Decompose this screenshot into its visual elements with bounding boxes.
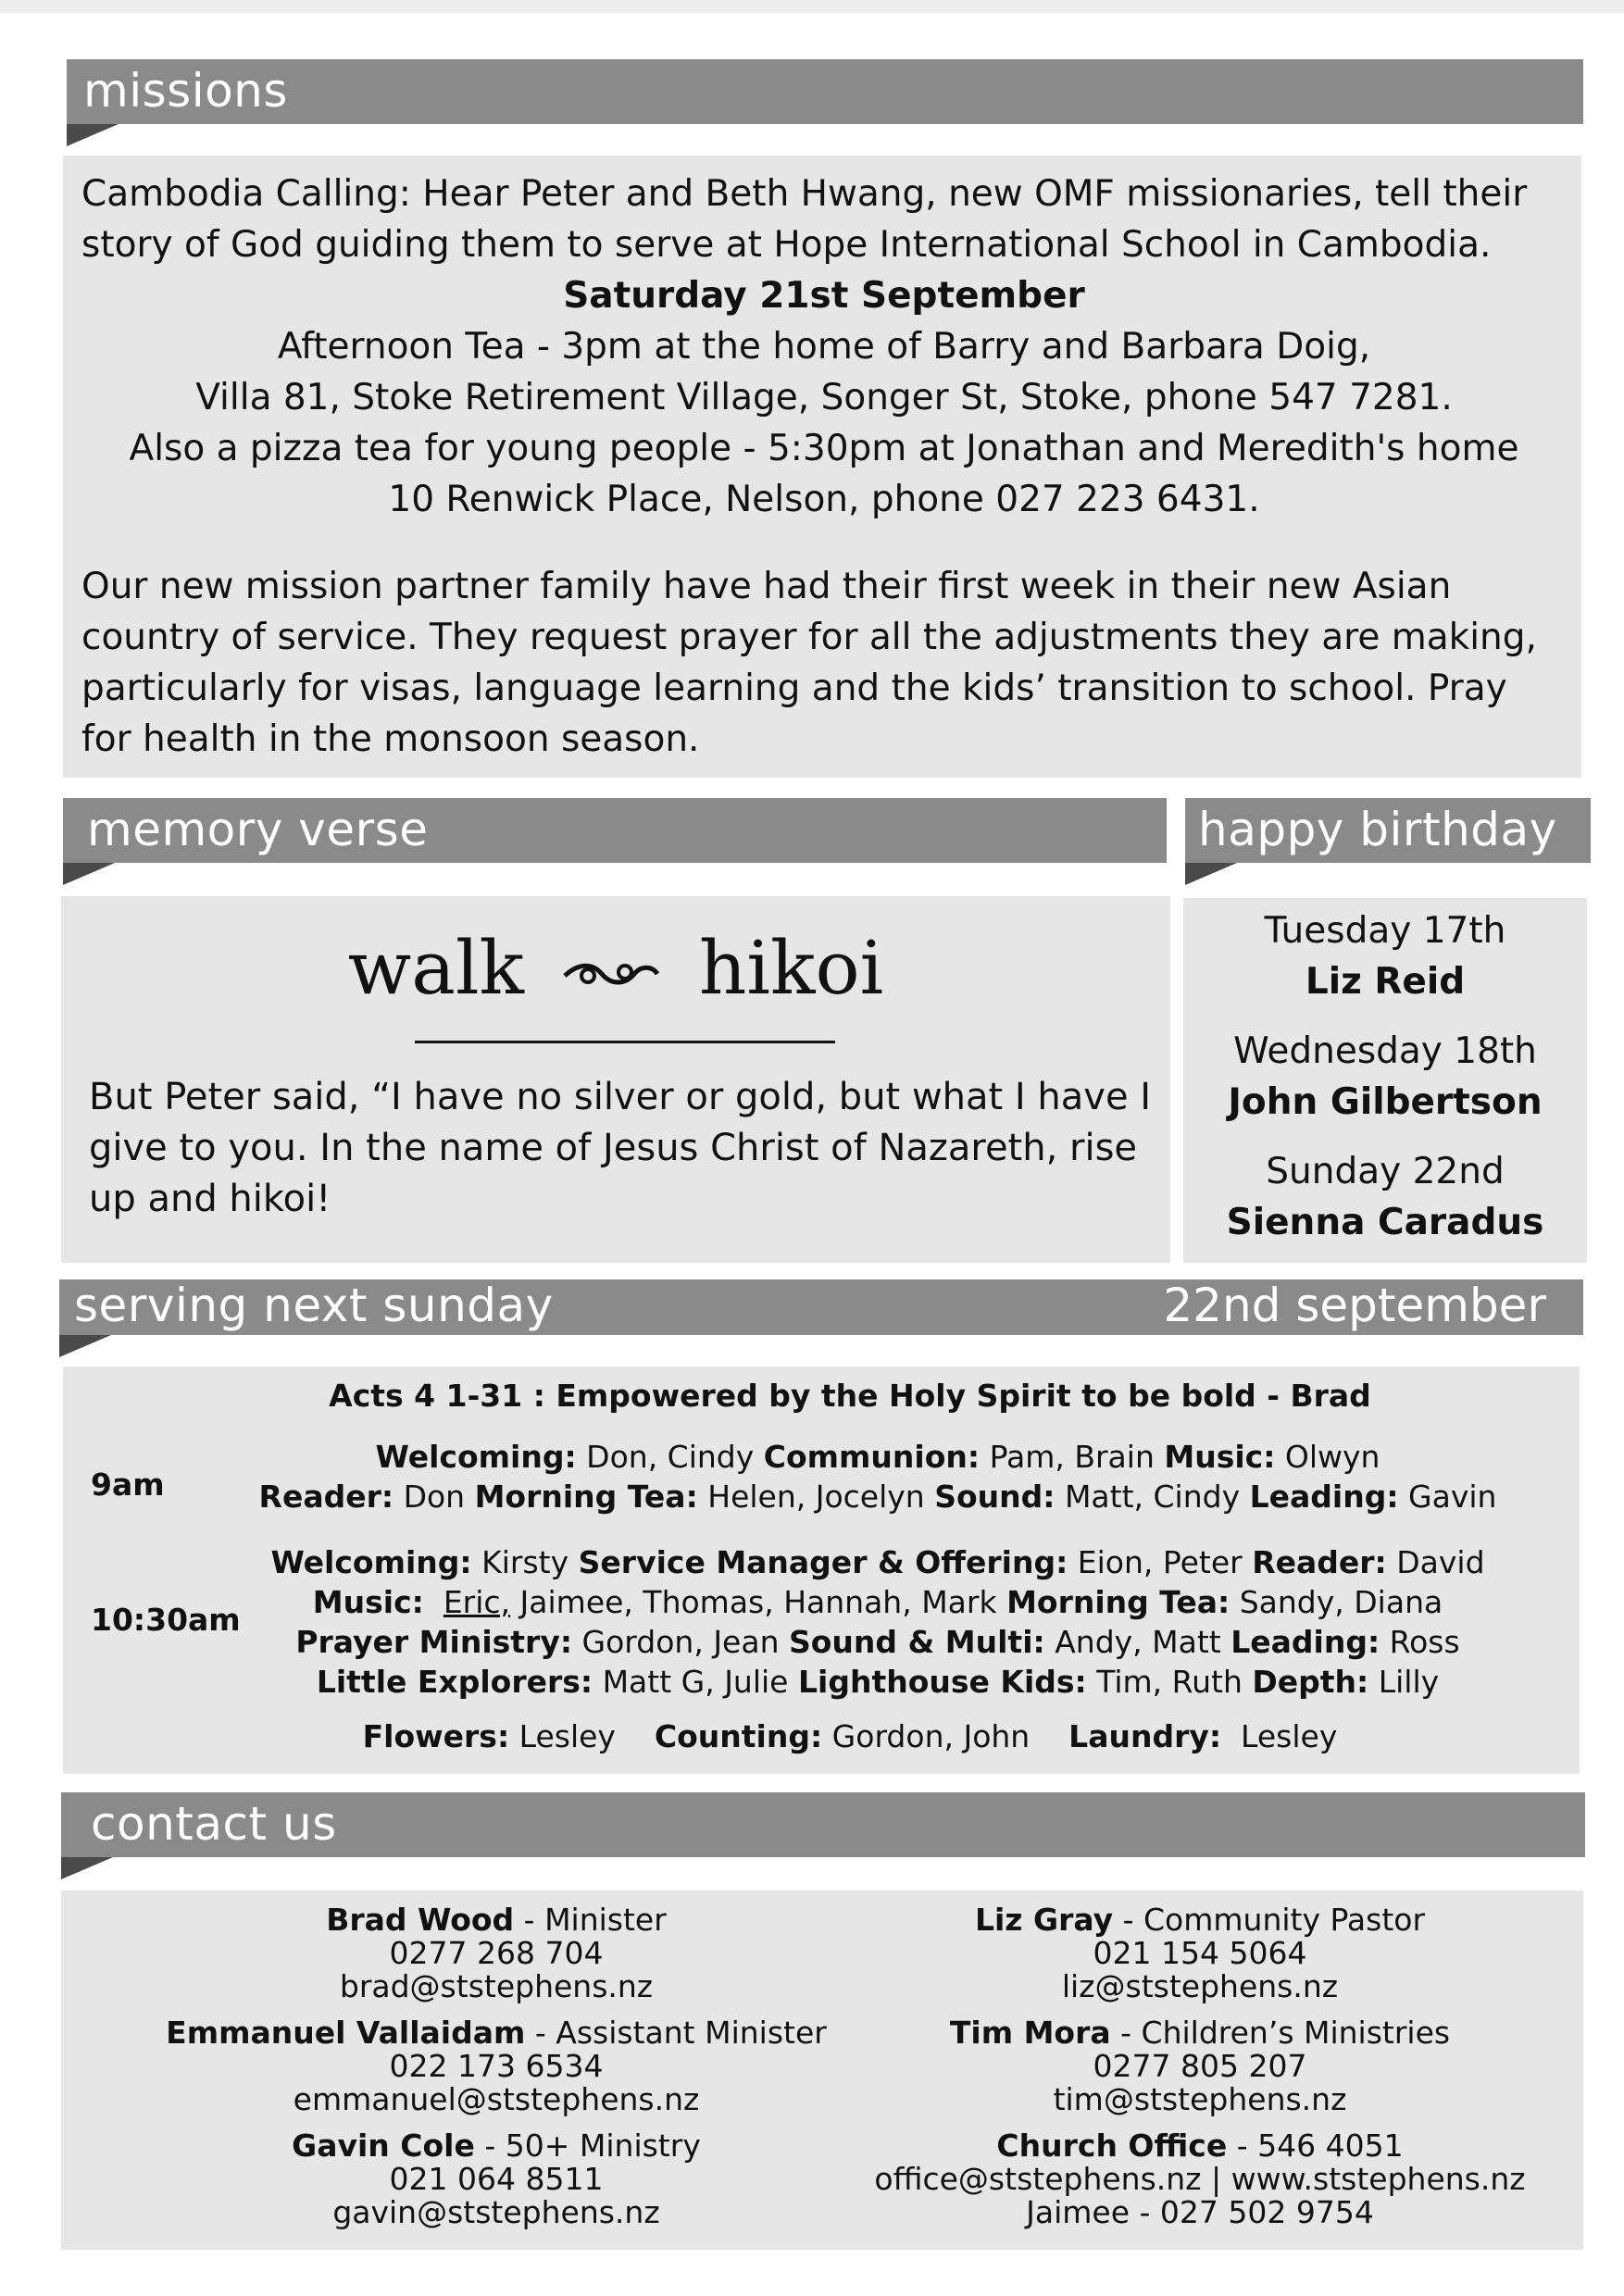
contact-banner — [61, 1792, 1585, 1857]
contact-card — [80, 1903, 913, 2003]
contact-role: - Minister — [514, 1902, 667, 1938]
top-strip — [0, 0, 1624, 13]
role-people: Jaimee, Thomas, Hannah, Mark — [510, 1584, 1007, 1620]
section-title: missions — [83, 64, 288, 118]
role-people: Pam, Brain — [980, 1439, 1165, 1475]
swirl-ornament-icon — [560, 955, 662, 992]
contact-name: Brad Wood — [326, 1902, 515, 1938]
contact-email[interactable]: tim@ststephens.nz — [1053, 2081, 1347, 2117]
role-label: Laundry: — [1068, 1718, 1222, 1754]
serving-box — [63, 1366, 1580, 1774]
contact-card — [848, 1903, 1552, 2003]
role-label: Sound & Multi: — [788, 1624, 1045, 1660]
role-label: Welcoming: — [270, 1544, 472, 1580]
roster-9am — [257, 1437, 1498, 1516]
sermon-title: Acts 4 1-31 : Empowered by the Holy Spirit to be bold - Brad — [329, 1378, 1371, 1414]
role-people: Lesley — [1221, 1718, 1338, 1754]
contact-phone: - 546 4051 — [1227, 2128, 1404, 2164]
role-people: Kirsty — [471, 1544, 579, 1580]
role-people: Matt, Cindy — [1055, 1479, 1250, 1515]
role-label: Reader: — [258, 1479, 394, 1515]
role-people: Gordon, John — [822, 1718, 1069, 1754]
contact-role: - Children’s Ministries — [1110, 2015, 1451, 2051]
missions-intro: Cambodia Calling: Hear Peter and Beth Hwang, new OMF missionaries, tell their story of God guiding them to serve at Hope International School in Cambodia. — [81, 173, 1528, 266]
contact-email[interactable]: emmanuel@ststephens.nz — [293, 2081, 700, 2117]
role-people: Olwyn — [1275, 1439, 1380, 1475]
memory-verse-banner — [63, 798, 1167, 863]
contact-phone: 0277 268 704 — [389, 1935, 604, 1971]
role-people: Matt G, Julie — [593, 1664, 798, 1700]
role-people: Don, Cindy — [576, 1439, 764, 1475]
contact-phone: 021 154 5064 — [1093, 1935, 1307, 1971]
banner-fold — [67, 124, 119, 146]
service-time-9am: 9am — [91, 1466, 165, 1503]
banner-fold — [1185, 863, 1237, 885]
role-label: Music: — [312, 1584, 424, 1620]
role-people: David — [1386, 1544, 1485, 1580]
banner-fold — [61, 1857, 113, 1879]
birthday-day: Tuesday 17th — [1264, 910, 1506, 952]
contact-email[interactable]: brad@ststephens.nz — [339, 1968, 654, 2004]
role-label: Morning Tea: — [474, 1479, 698, 1515]
roster-line — [257, 1582, 1498, 1622]
role-people: Eion, Peter — [1068, 1544, 1253, 1580]
role-label: Leading: — [1249, 1479, 1399, 1515]
role-label: Counting: — [654, 1718, 823, 1754]
office-extra: Jaimee - 027 502 9754 — [1026, 2194, 1374, 2230]
walk-hikoi-heading — [61, 924, 1170, 1013]
banner-fold — [63, 863, 115, 885]
role-people: Helen, Jocelyn — [697, 1479, 935, 1515]
role-label: Depth: — [1252, 1664, 1369, 1700]
roster-line — [257, 1437, 1498, 1477]
role-people: Ross — [1380, 1624, 1460, 1660]
role-label: Sound: — [934, 1479, 1056, 1515]
contact-column-right — [848, 1903, 1552, 2229]
role-label: Reader: — [1252, 1544, 1387, 1580]
roster-line — [257, 1622, 1498, 1662]
contact-email[interactable]: liz@ststephens.nz — [1061, 1968, 1339, 2004]
roster-line — [257, 1542, 1498, 1582]
missions-line: Afternoon Tea - 3pm at the home of Barry and Barbara Doig, — [277, 326, 1371, 368]
role-label: Music: — [1164, 1439, 1276, 1475]
contact-role: - Community Pastor — [1113, 1902, 1426, 1938]
contact-column-left — [80, 1903, 913, 2229]
role-label: Morning Tea: — [1006, 1584, 1230, 1620]
role-label: Little Explorers: — [316, 1664, 593, 1700]
roster-line — [257, 1477, 1498, 1516]
role-people: Don — [394, 1479, 475, 1515]
contact-phone: 022 173 6534 — [389, 2048, 604, 2084]
contact-name: Church Office — [996, 2128, 1228, 2164]
contact-phone: 0277 805 207 — [1093, 2048, 1307, 2084]
contact-card — [848, 2016, 1552, 2116]
service-time-1030am: 10:30am — [91, 1602, 241, 1638]
birthday-box — [1183, 898, 1587, 1263]
role-label: Lighthouse Kids: — [797, 1664, 1087, 1700]
memory-verse-text: But Peter said, “I have no silver or gold, but what I have I give to you. In the name of Jesus Christ of Nazareth, rise up and hikoi! — [89, 1076, 1152, 1220]
missions-prayer: Our new mission partner family have had their first week in their new Asian country of service. They request prayer for all the adjustments they are making, particularly for visas, language learning and the kids’ transition to school. Pray for health in the monsoon season. — [81, 566, 1537, 760]
birthday-day: Wednesday 18th — [1233, 1030, 1537, 1072]
contact-card — [848, 2129, 1552, 2229]
section-title: happy birthday — [1198, 803, 1557, 856]
role-people: Lilly — [1368, 1664, 1440, 1700]
contact-card — [80, 2016, 913, 2116]
missions-banner — [67, 59, 1583, 124]
birthday-name: Sienna Caradus — [1226, 1202, 1544, 1243]
role-people: Lesley — [509, 1718, 655, 1754]
walk-word: walk — [347, 925, 524, 1011]
serving-date: 22nd september — [1163, 1279, 1546, 1332]
serving-banner — [59, 1279, 1583, 1335]
contact-email[interactable]: gavin@ststephens.nz — [332, 2194, 660, 2230]
roster-line — [63, 1716, 1624, 1756]
section-title: contact us — [91, 1797, 337, 1851]
role-label: Service Manager & Offering: — [578, 1544, 1068, 1580]
banner-fold — [59, 1335, 111, 1357]
birthday-name: John Gilbertson — [1228, 1081, 1543, 1123]
heading-underline — [415, 1041, 835, 1043]
role-people: Sandy, Diana — [1230, 1584, 1443, 1620]
role-label: Leading: — [1230, 1624, 1380, 1660]
contact-role: - 50+ Ministry — [474, 2128, 701, 2164]
contact-name: Gavin Cole — [292, 2128, 475, 2164]
contact-box — [61, 1890, 1583, 2250]
roster-1030am — [257, 1542, 1498, 1702]
missions-line: 10 Renwick Place, Nelson, phone 027 223 6431. — [388, 479, 1260, 520]
role-people: Gordon, Jean — [572, 1624, 789, 1660]
memory-verse-box — [61, 896, 1170, 1263]
contact-phone: 021 064 8511 — [389, 2161, 604, 2197]
role-people-link[interactable]: Eric, — [443, 1584, 511, 1620]
roster-line — [257, 1662, 1498, 1702]
missions-line: Villa 81, Stoke Retirement Village, Songer St, Stoke, phone 547 7281. — [195, 377, 1453, 418]
contact-name: Emmanuel Vallaidam — [166, 2015, 526, 2051]
contact-role: - Assistant Minister — [525, 2015, 827, 2051]
missions-line: Also a pizza tea for young people - 5:30pm at Jonathan and Meredith's home — [129, 428, 1519, 469]
hikoi-word: hikoi — [698, 925, 884, 1011]
role-label: Welcoming: — [375, 1439, 577, 1475]
contact-card — [80, 2129, 913, 2229]
missions-box — [63, 156, 1581, 778]
role-people: Tim, Ruth — [1086, 1664, 1253, 1700]
happy-birthday-banner — [1185, 798, 1591, 863]
missions-date: Saturday 21st September — [563, 275, 1085, 317]
role-label: Prayer Ministry: — [295, 1624, 573, 1660]
role-label: Communion: — [763, 1439, 981, 1475]
office-links[interactable]: office@ststephens.nz | www.ststephens.nz — [874, 2161, 1526, 2197]
birthday-day: Sunday 22nd — [1266, 1151, 1505, 1192]
contact-name: Liz Gray — [974, 1902, 1114, 1938]
role-people: Gavin — [1398, 1479, 1497, 1515]
section-title: serving next sunday — [74, 1279, 554, 1332]
role-label: Flowers: — [362, 1718, 510, 1754]
contact-name: Tim Mora — [949, 2015, 1111, 2051]
role-people: Andy, Matt — [1044, 1624, 1231, 1660]
section-title: memory verse — [87, 803, 429, 856]
birthday-name: Liz Reid — [1305, 961, 1466, 1003]
